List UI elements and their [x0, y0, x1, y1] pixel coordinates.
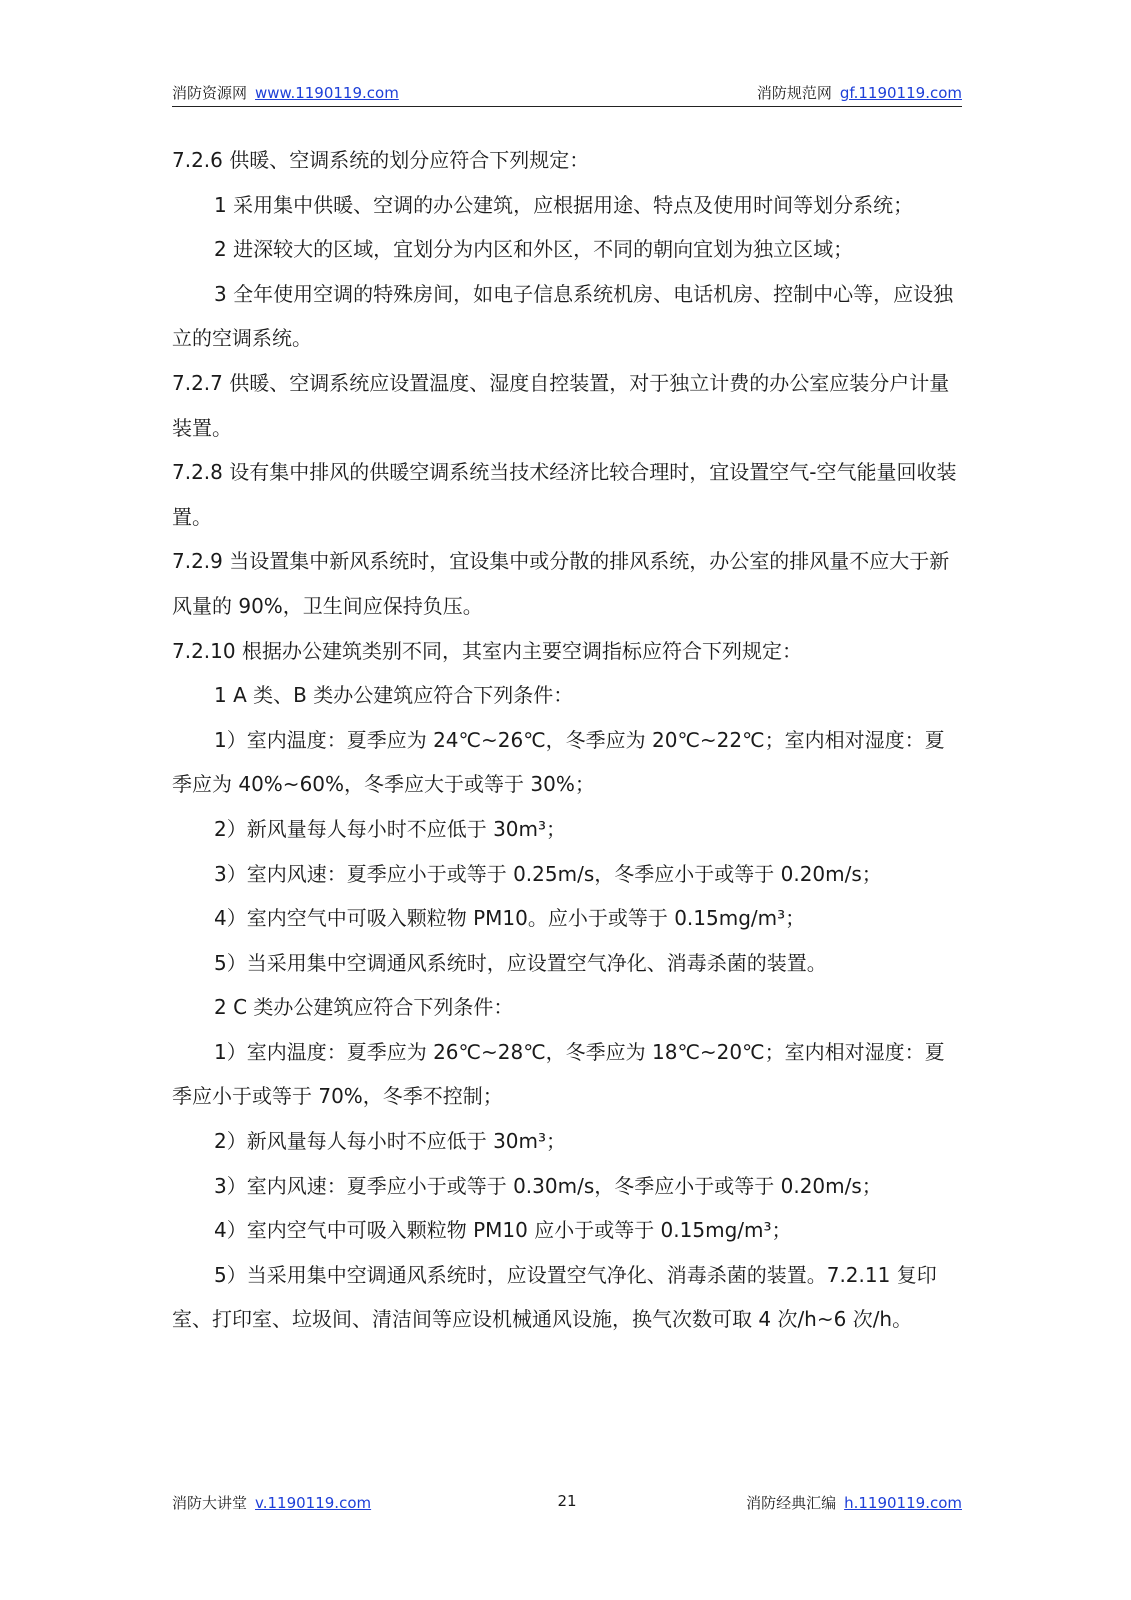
paragraph: 3）室内风速：夏季应小于或等于 0.30m/s，冬季应小于或等于 0.20m/s；: [214, 1173, 882, 1198]
paragraph: 7.2.6 供暖、空调系统的划分应符合下列规定：: [172, 148, 590, 172]
paragraph: 3）室内风速：夏季应小于或等于 0.25m/s，冬季应小于或等于 0.20m/s；: [214, 861, 882, 886]
footer-left-site-name: 消防大讲堂: [172, 1494, 248, 1512]
paragraph: 4）室内空气中可吸入颗粒物 PM10。应小于或等于 0.15mg/m³；: [214, 906, 806, 931]
paragraph: 2）新风量每人每小时不应低于 30m³；: [214, 1129, 567, 1154]
footer-right: [746, 1492, 962, 1513]
footer-right-link[interactable]: h.1190119.com: [844, 1494, 962, 1512]
page-footer: [172, 1492, 962, 1516]
paragraph: 1）室内温度：夏季应为 24℃~26℃，冬季应为 20℃~22℃；室内相对湿度：夏季应为 40%~60%，冬季应大于或等于 30%；: [172, 727, 945, 797]
header-right-link[interactable]: gf.1190119.com: [839, 84, 962, 102]
paragraph: 2 进深较大的区域，宜划分为内区和外区，不同的朝向宜划为独立区域；: [214, 237, 854, 262]
header-right: [757, 82, 962, 103]
paragraph: 5）当采用集中空调通风系统时，应设置空气净化、消毒杀菌的装置。7.2.11 复印室、打印室、垃圾间、清洁间等应设机械通风设施，换气次数可取 4 次/h~6 次/h。: [172, 1262, 937, 1332]
paragraph: 7.2.10 根据办公建筑类别不同，其室内主要空调指标应符合下列规定：: [172, 638, 802, 663]
page-number: 21: [557, 1492, 577, 1510]
paragraph: 3 全年使用空调的特殊房间，如电子信息系统机房、电话机房、控制中心等，应设独立的空调系统。: [172, 281, 954, 351]
paragraph: 7.2.9 当设置集中新风系统时，宜设集中或分散的排风系统，办公室的排风量不应大于新风量的 90%，卫生间应保持负压。: [172, 549, 950, 618]
paragraph: 1 A 类、B 类办公建筑应符合下列条件：: [214, 683, 574, 708]
footer-right-site-name: 消防经典汇编: [746, 1494, 837, 1512]
paragraph: 7.2.8 设有集中排风的供暖空调系统当技术经济比较合理时，宜设置空气-空气能量回收装置。: [172, 460, 957, 529]
header-left: [172, 82, 399, 103]
footer-left-link[interactable]: v.1190119.com: [255, 1494, 372, 1512]
paragraph: 5）当采用集中空调通风系统时，应设置空气净化、消毒杀菌的装置。: [214, 950, 827, 975]
paragraph: 2）新风量每人每小时不应低于 30m³；: [214, 816, 567, 841]
paragraph: 1）室内温度：夏季应为 26℃~28℃，冬季应为 18℃~20℃；室内相对湿度：夏季应小于或等于 70%，冬季不控制；: [172, 1039, 945, 1109]
paragraph: 7.2.7 供暖、空调系统应设置温度、湿度自控装置，对于独立计费的办公室应装分户计量装置。: [172, 370, 950, 440]
page-header: [172, 80, 962, 107]
header-left-site-name: 消防资源网: [172, 84, 248, 102]
header-right-site-name: 消防规范网: [756, 84, 832, 102]
header-left-link[interactable]: www.1190119.com: [255, 84, 399, 102]
paragraph: 1 采用集中供暖、空调的办公建筑，应根据用途、特点及使用时间等划分系统；: [214, 192, 914, 217]
paragraph: 2 C 类办公建筑应符合下列条件：: [214, 995, 514, 1020]
paragraph: 4）室内空气中可吸入颗粒物 PM10 应小于或等于 0.15mg/m³；: [214, 1218, 792, 1243]
document-body: [172, 138, 962, 1342]
